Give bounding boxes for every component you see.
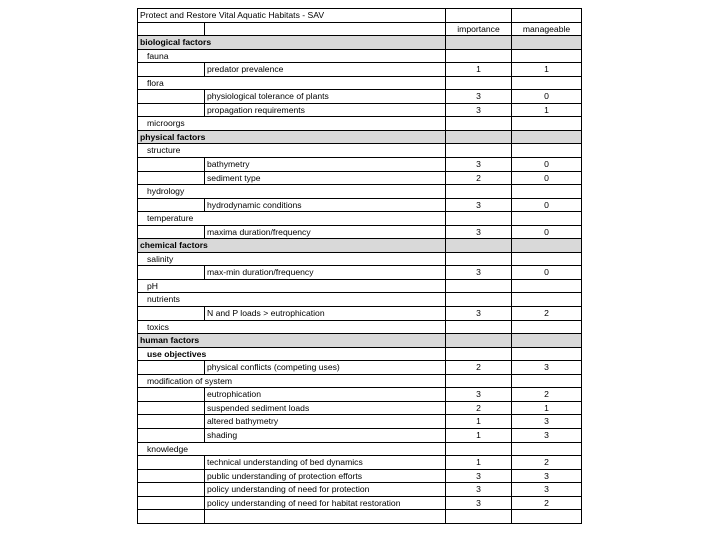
group-manageable-cell xyxy=(512,252,582,266)
group-manageable-cell xyxy=(512,374,582,388)
factor-label: suspended sediment loads xyxy=(205,401,446,415)
group-manageable-cell xyxy=(512,185,582,199)
item-indent-cell xyxy=(138,90,205,104)
category-label: chemical factors xyxy=(138,239,446,253)
blank-cell-a xyxy=(138,510,205,524)
group-label: nutrients xyxy=(138,293,446,307)
item-indent-cell xyxy=(138,158,205,172)
importance-value: 3 xyxy=(446,158,512,172)
group-label: modification of system xyxy=(138,374,446,388)
table-row xyxy=(138,307,582,321)
blank-cell-c xyxy=(446,510,512,524)
manageable-header: manageable xyxy=(512,22,582,36)
group-manageable-cell xyxy=(512,320,582,334)
manageable-value: 0 xyxy=(512,90,582,104)
factor-label: shading xyxy=(205,428,446,442)
factor-label: physiological tolerance of plants xyxy=(205,90,446,104)
importance-value: 2 xyxy=(446,171,512,185)
item-indent-cell xyxy=(138,415,205,429)
table-row xyxy=(138,469,582,483)
manageable-value: 0 xyxy=(512,158,582,172)
group-importance-cell xyxy=(446,144,512,158)
manageable-value: 2 xyxy=(512,307,582,321)
item-indent-cell xyxy=(138,103,205,117)
importance-value: 1 xyxy=(446,428,512,442)
group-label: pH xyxy=(138,279,446,293)
table-row xyxy=(138,103,582,117)
table-row xyxy=(138,361,582,375)
table-row xyxy=(138,388,582,402)
item-indent-cell xyxy=(138,483,205,497)
category-label: human factors xyxy=(138,334,446,348)
table-row xyxy=(138,171,582,185)
group-row xyxy=(138,279,582,293)
group-importance-cell xyxy=(446,347,512,361)
manageable-value: 0 xyxy=(512,198,582,212)
importance-value: 2 xyxy=(446,361,512,375)
factor-label: policy understanding of need for habitat restoration xyxy=(205,496,446,510)
importance-value: 1 xyxy=(446,415,512,429)
category-label: biological factors xyxy=(138,36,446,50)
group-importance-cell xyxy=(446,49,512,63)
blank-cell-b xyxy=(205,510,446,524)
group-importance-cell xyxy=(446,212,512,226)
category-manageable-cell xyxy=(512,130,582,144)
category-row xyxy=(138,239,582,253)
group-label: knowledge xyxy=(138,442,446,456)
group-row xyxy=(138,374,582,388)
group-manageable-cell xyxy=(512,144,582,158)
factor-label: technical understanding of bed dynamics xyxy=(205,456,446,470)
category-importance-cell xyxy=(446,130,512,144)
item-indent-cell xyxy=(138,63,205,77)
manageable-value: 3 xyxy=(512,428,582,442)
group-manageable-cell xyxy=(512,212,582,226)
importance-value: 3 xyxy=(446,198,512,212)
group-manageable-cell xyxy=(512,293,582,307)
factor-label: eutrophication xyxy=(205,388,446,402)
importance-value: 1 xyxy=(446,63,512,77)
item-indent-cell xyxy=(138,469,205,483)
manageable-value: 2 xyxy=(512,388,582,402)
group-importance-cell xyxy=(446,279,512,293)
sheet-title: Protect and Restore Vital Aquatic Habitats - SAV xyxy=(138,9,446,23)
table-row xyxy=(138,483,582,497)
group-row xyxy=(138,442,582,456)
group-row xyxy=(138,117,582,131)
group-row xyxy=(138,49,582,63)
group-label: microorgs xyxy=(138,117,446,131)
importance-value: 3 xyxy=(446,483,512,497)
item-indent-cell xyxy=(138,171,205,185)
item-indent-cell xyxy=(138,428,205,442)
manageable-value: 1 xyxy=(512,103,582,117)
importance-value: 3 xyxy=(446,90,512,104)
item-indent-cell xyxy=(138,496,205,510)
group-row xyxy=(138,185,582,199)
category-label: physical factors xyxy=(138,130,446,144)
table-row xyxy=(138,90,582,104)
group-manageable-cell xyxy=(512,117,582,131)
manageable-value: 0 xyxy=(512,171,582,185)
importance-header: importance xyxy=(446,22,512,36)
group-manageable-cell xyxy=(512,347,582,361)
group-row xyxy=(138,76,582,90)
importance-value: 2 xyxy=(446,401,512,415)
table-row xyxy=(138,266,582,280)
category-manageable-cell xyxy=(512,334,582,348)
group-importance-cell xyxy=(446,185,512,199)
group-manageable-cell xyxy=(512,76,582,90)
factor-label: bathymetry xyxy=(205,158,446,172)
group-row xyxy=(138,293,582,307)
manageable-value: 3 xyxy=(512,415,582,429)
manageable-value: 3 xyxy=(512,469,582,483)
factor-label: altered bathymetry xyxy=(205,415,446,429)
item-indent-cell xyxy=(138,198,205,212)
title-row xyxy=(138,9,582,23)
title-spacer-manageable xyxy=(512,9,582,23)
group-importance-cell xyxy=(446,320,512,334)
importance-value: 3 xyxy=(446,496,512,510)
group-importance-cell xyxy=(446,374,512,388)
factor-label: hydrodynamic conditions xyxy=(205,198,446,212)
factor-label: maxima duration/frequency xyxy=(205,225,446,239)
group-row xyxy=(138,252,582,266)
group-label: flora xyxy=(138,76,446,90)
factor-label: propagation requirements xyxy=(205,103,446,117)
manageable-value: 2 xyxy=(512,496,582,510)
table-row xyxy=(138,198,582,212)
header-row xyxy=(138,22,582,36)
manageable-value: 1 xyxy=(512,63,582,77)
factor-label: N and P loads > eutrophication xyxy=(205,307,446,321)
group-row xyxy=(138,347,582,361)
factor-label: physical conflicts (competing uses) xyxy=(205,361,446,375)
item-indent-cell xyxy=(138,307,205,321)
factor-label: sediment type xyxy=(205,171,446,185)
blank-row xyxy=(138,510,582,524)
importance-value: 3 xyxy=(446,225,512,239)
group-label: use objectives xyxy=(138,347,446,361)
category-manageable-cell xyxy=(512,239,582,253)
table-row xyxy=(138,63,582,77)
category-importance-cell xyxy=(446,36,512,50)
group-manageable-cell xyxy=(512,442,582,456)
group-importance-cell xyxy=(446,442,512,456)
habitat-factors-table xyxy=(137,8,582,524)
header-blank-b xyxy=(205,22,446,36)
category-row xyxy=(138,130,582,144)
group-label: fauna xyxy=(138,49,446,63)
factor-label: public understanding of protection efforts xyxy=(205,469,446,483)
item-indent-cell xyxy=(138,456,205,470)
category-row xyxy=(138,334,582,348)
manageable-value: 2 xyxy=(512,456,582,470)
group-manageable-cell xyxy=(512,279,582,293)
group-row xyxy=(138,212,582,226)
table-row xyxy=(138,158,582,172)
manageable-value: 0 xyxy=(512,266,582,280)
group-row xyxy=(138,320,582,334)
table-body xyxy=(138,9,582,524)
importance-value: 3 xyxy=(446,469,512,483)
importance-value: 3 xyxy=(446,266,512,280)
factor-label: policy understanding of need for protection xyxy=(205,483,446,497)
item-indent-cell xyxy=(138,225,205,239)
group-label: hydrology xyxy=(138,185,446,199)
table-row xyxy=(138,415,582,429)
category-importance-cell xyxy=(446,334,512,348)
table-row xyxy=(138,496,582,510)
importance-value: 3 xyxy=(446,388,512,402)
group-label: temperature xyxy=(138,212,446,226)
group-row xyxy=(138,144,582,158)
item-indent-cell xyxy=(138,361,205,375)
category-importance-cell xyxy=(446,239,512,253)
manageable-value: 3 xyxy=(512,361,582,375)
blank-cell-d xyxy=(512,510,582,524)
importance-value: 1 xyxy=(446,456,512,470)
group-importance-cell xyxy=(446,117,512,131)
category-manageable-cell xyxy=(512,36,582,50)
table-row xyxy=(138,428,582,442)
group-importance-cell xyxy=(446,252,512,266)
header-blank-a xyxy=(138,22,205,36)
group-label: structure xyxy=(138,144,446,158)
item-indent-cell xyxy=(138,401,205,415)
group-importance-cell xyxy=(446,76,512,90)
item-indent-cell xyxy=(138,266,205,280)
group-importance-cell xyxy=(446,293,512,307)
category-row xyxy=(138,36,582,50)
table-row xyxy=(138,225,582,239)
importance-value: 3 xyxy=(446,103,512,117)
group-label: toxics xyxy=(138,320,446,334)
item-indent-cell xyxy=(138,388,205,402)
group-manageable-cell xyxy=(512,49,582,63)
importance-value: 3 xyxy=(446,307,512,321)
manageable-value: 3 xyxy=(512,483,582,497)
factor-label: max-min duration/frequency xyxy=(205,266,446,280)
factor-label: predator prevalence xyxy=(205,63,446,77)
manageable-value: 1 xyxy=(512,401,582,415)
title-spacer-importance xyxy=(446,9,512,23)
table-row xyxy=(138,401,582,415)
group-label: salinity xyxy=(138,252,446,266)
table-row xyxy=(138,456,582,470)
manageable-value: 0 xyxy=(512,225,582,239)
